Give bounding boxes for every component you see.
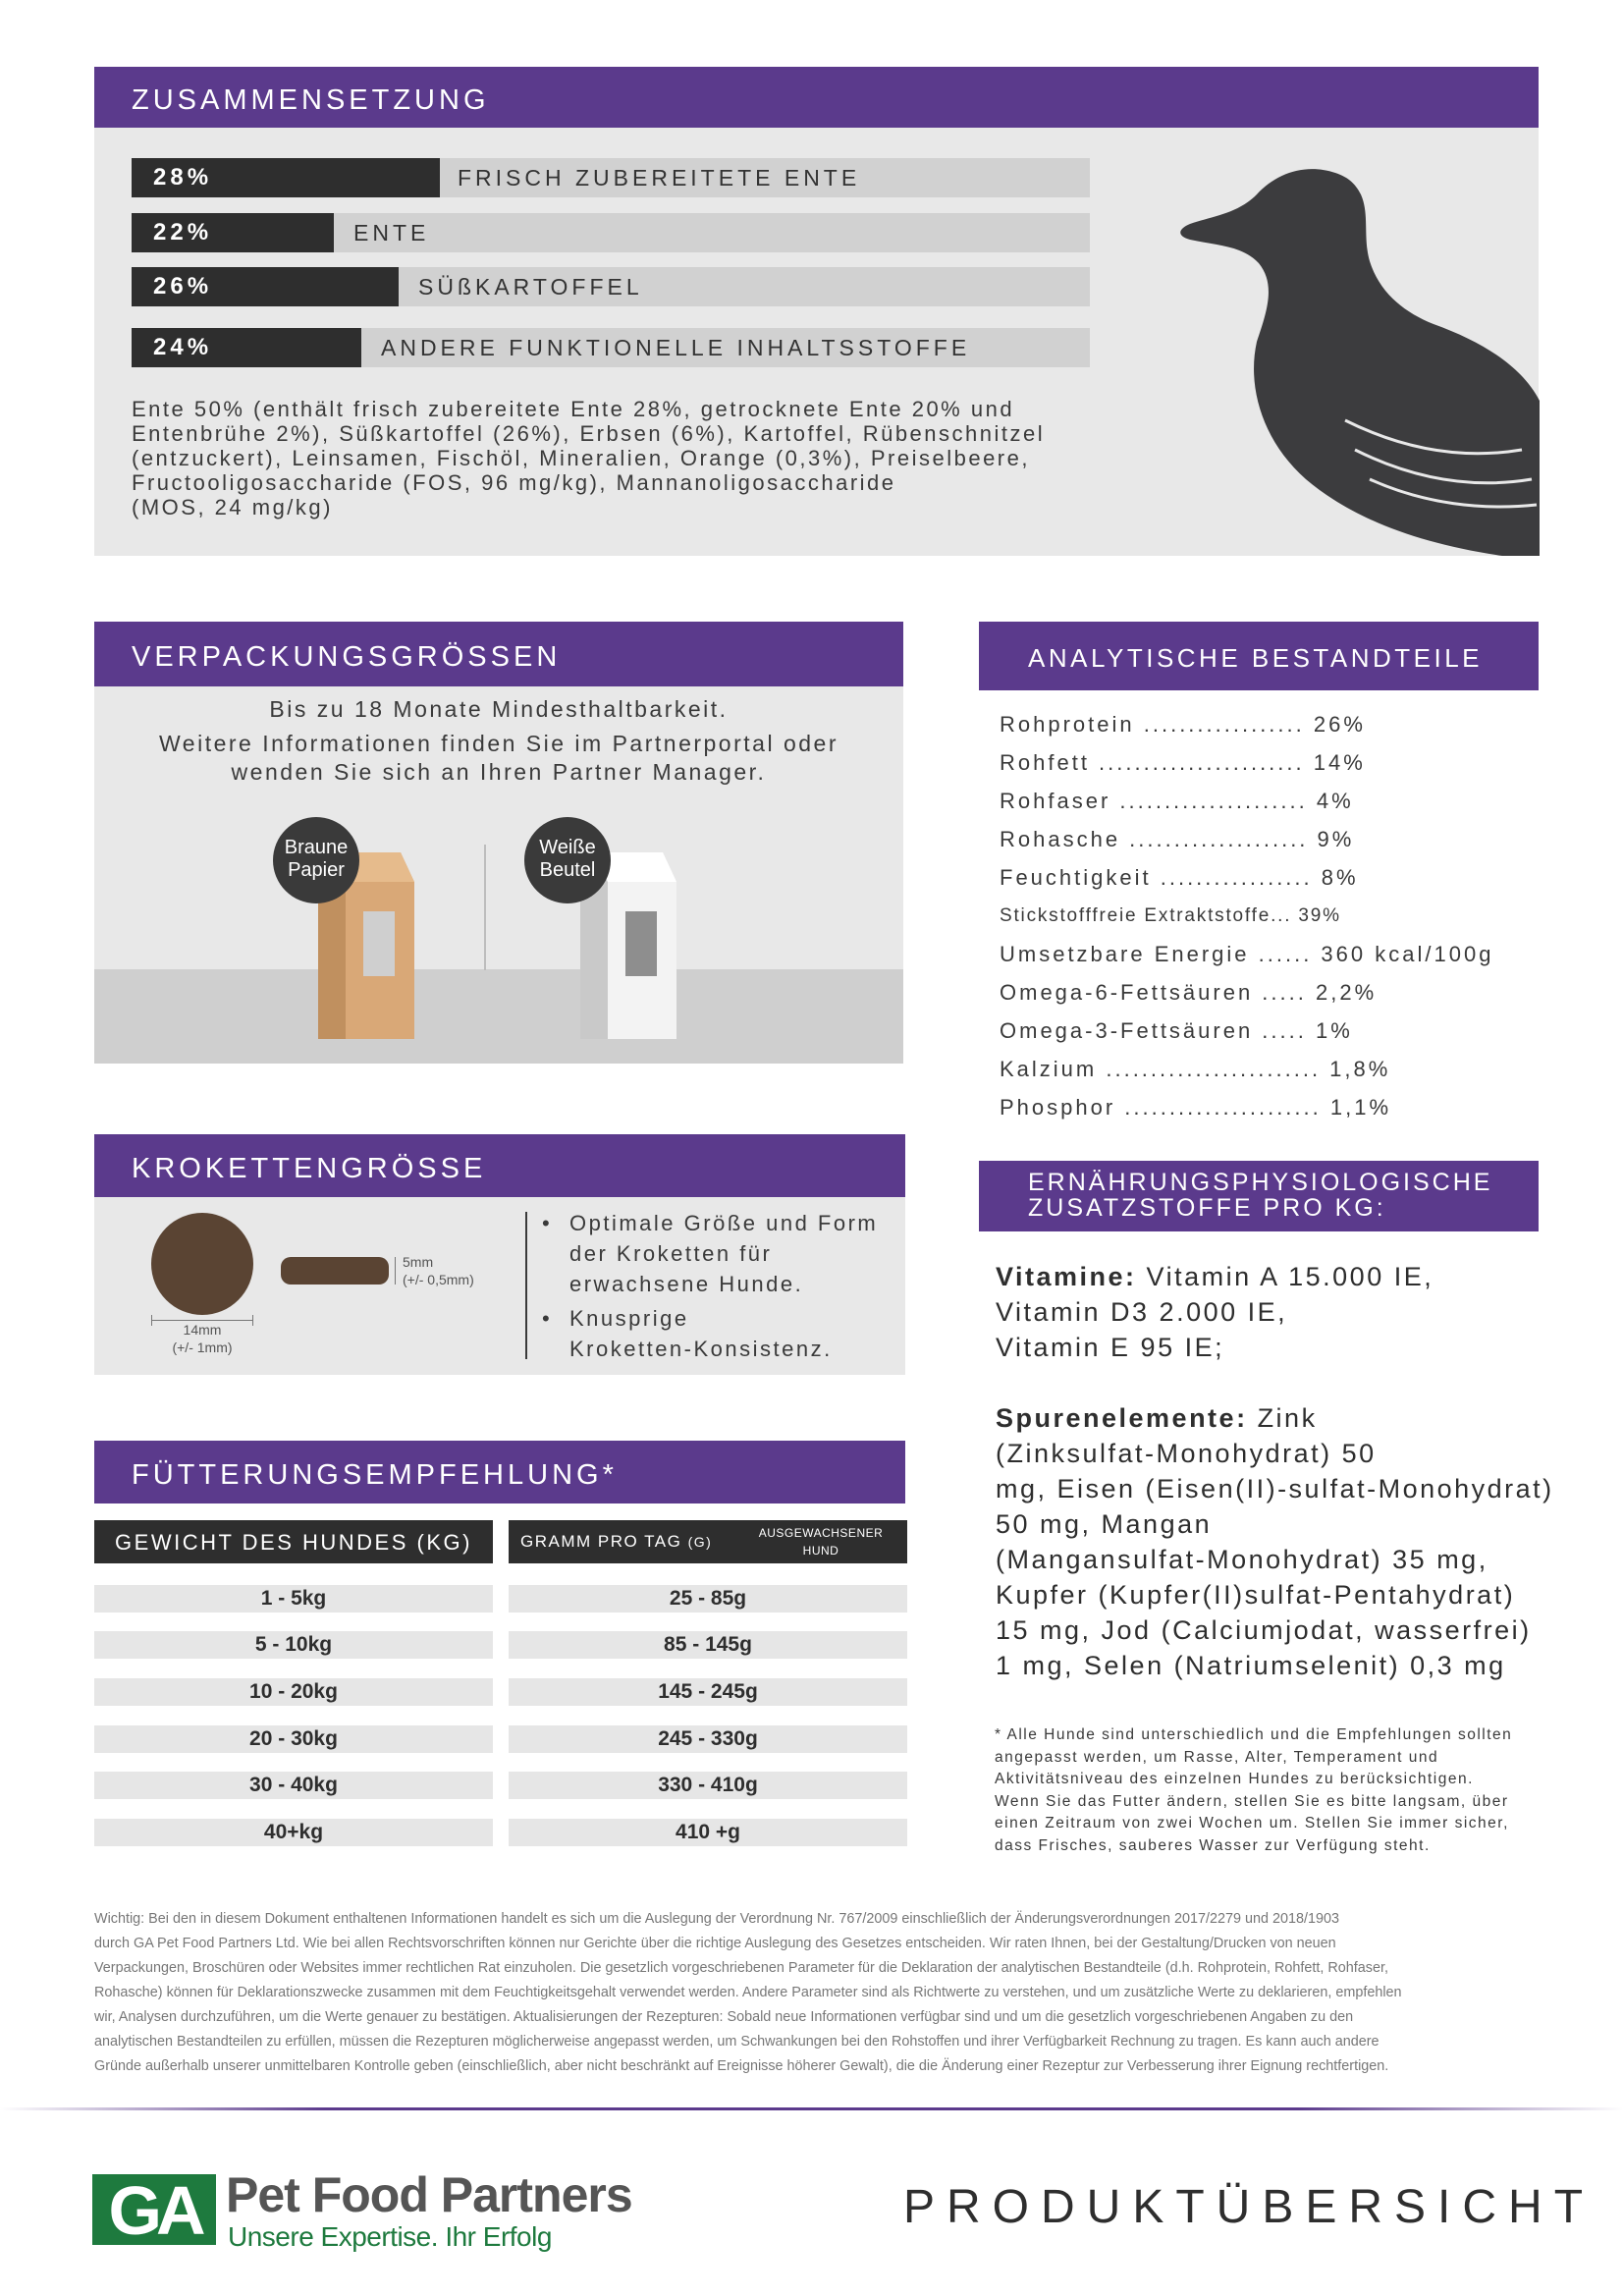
ingredient-percent: 22% (132, 213, 334, 252)
kibble-thickness: 5mm (+/- 0,5mm) (403, 1254, 474, 1287)
feeding-footnote: * Alle Hunde sind unterschiedlich und die Empfehlungen sollten angepasst werden, um Rasse, Alter, Temperament und Aktivitätsniveau des einzelnen Hundes zu berücksichtigen. Wenn Sie das Futter ändern, stellen Sie es bitte langsam, über einen Zeitraum von zwei Wochen um. Stellen Sie immer sicher, dass Frisches, sauberes Wasser zur Verfügung steht. (995, 1726, 1513, 1854)
ingredient-row (132, 158, 1090, 197)
kibble-diameter: 14mm (+/- 1mm) (172, 1322, 233, 1355)
feeding-title: FÜTTERUNGSEMPFEHLUNG* (94, 1441, 905, 1503)
feeding-grams-cell: 145 - 245g (509, 1678, 907, 1706)
analytical-row: Rohfaser ..................... 4% (1000, 789, 1354, 813)
ingredient-row (132, 328, 1090, 367)
ingredient-name: ANDERE FUNKTIONELLE INHALTSSTOFFE (381, 335, 971, 360)
feeding-weight-cell: 5 - 10kg (94, 1631, 493, 1659)
analytical-row: Phosphor ...................... 1,1% (1000, 1095, 1392, 1120)
feeding-grams-cell: 245 - 330g (509, 1725, 907, 1753)
disclaimer: Wichtig: Bei den in diesem Dokument enthaltenen Informationen handelt es sich um die Auslegung der Verordnung Nr. 767/2009 einschließlich der Änderungsverordnungen 2017/2279 und 2018/1903 durch GA Pet Food Partners Ltd. Wie bei allen Rechtsvorschriften können nur Gerichte über die richtige Auslegung des Gesetzes entscheiden. Wir raten Ihnen, bei der Gestaltung/Drucken von neuen Verpackungen, Broschüren oder Websites immer rechtlichen Rat einzuholen. Die gesetzlich vorgeschriebenen Parameter für die Deklaration der analytischen Bestandteile (d.h. Rohprotein, Rohfett, Rohfaser, Rohasche) können für Deklarationszwecke zusammen mit dem Feuchtigkeitsgehalt verwendet werden. Andere Parameter sind als Richtwerte zu verstehen, und um zusätzliche Werte zu deklarieren, empfehlen wir, Analysen durchzuführen, um die Werte genauer zu bestätigen. Aktualisierungen der Rezepturen: Sobald neue Informationen verfügbar sind und um die gesetzlich vorgeschriebenen Angaben zu den analytischen Bestandteilen zu erfüllen, müssen die Rezepturen möglicherweise angepasst werden, um Schwankungen bei den Rohstoffen und ihrer Verfügbarkeit Rechnung zu tragen. Es kann auch andere Gründe außerhalb unserer unmittelbaren Kontrolle geben (einschließlich, aber nicht beschränkt auf Ereignisse höherer Gewalt), die die Änderung einer Rezeptur zur Verbesserung ihrer Eignung rechtfertigen. (94, 1911, 1402, 2074)
ingredient-name: FRISCH ZUBEREITETE ENTE (458, 165, 861, 191)
packaging-title: VERPACKUNGSGRÖSSEN (94, 622, 903, 686)
ingredient-name: SÜßKARTOFFEL (418, 274, 643, 300)
feeding-header-weight: GEWICHT DES HUNDES (KG) (94, 1520, 493, 1563)
analytical-title: ANALYTISCHE BESTANDTEILE (979, 622, 1539, 690)
analytical-row: Rohasche .................... 9% (1000, 827, 1355, 851)
ga-logo: GA (92, 2174, 216, 2245)
kibble-round-icon (151, 1213, 253, 1315)
brand-tagline: Unsere Expertise. Ihr Erfolg (228, 2221, 552, 2252)
composition-title: ZUSAMMENSETZUNG (94, 67, 1539, 128)
additives-title: ERNÄHRUNGSPHYSIOLOGISCHE ZUSATZSTOFFE PRO KG: (979, 1161, 1539, 1231)
analytical-row: Feuchtigkeit ................. 8% (1000, 865, 1359, 890)
ingredient-name: ENTE (353, 220, 430, 246)
analytical-row: Umsetzbare Energie ...... 360 kcal/100g (1000, 942, 1494, 966)
brand-name: Pet Food Partners (226, 2167, 632, 2222)
feeding-weight-cell: 40+kg (94, 1819, 493, 1846)
composition-text: Ente 50% (enthält frisch zubereitete Ente 28%, getrocknete Ente 20% und Entenbrühe 2%), Süßkartoffel (26%), Erbsen (6%), Kartoffel, Rübenschnitzel (entzuckert), Leinsamen, Fischöl, Mineralien, Orange (0,3%), Preiselbeere, Fructooligosaccharide (FOS, 96 mg/kg), Mannanoligosaccharide (MOS, 24 mg/kg) (132, 397, 1046, 519)
analytical-row: Rohfett ....................... 14% (1000, 750, 1366, 775)
analytical-row: Omega-6-Fettsäuren ..... 2,2% (1000, 980, 1378, 1005)
footer-divider (0, 2107, 1623, 2110)
document-title: PRODUKTÜBERSICHT (903, 2181, 1596, 2233)
paper-bag-badge: Braune Papier (273, 817, 359, 903)
ingredient-percent: 24% (132, 328, 361, 367)
white-bag-badge: Weiße Beutel (524, 817, 611, 903)
analytical-row: Omega-3-Fettsäuren ..... 1% (1000, 1018, 1353, 1043)
duck-icon (1168, 155, 1540, 556)
feeding-weight-cell: 1 - 5kg (94, 1585, 493, 1613)
ingredient-percent: 28% (132, 158, 440, 197)
additives-text: Vitamine: Vitamin A 15.000 IE, Vitamin D3 2.000 IE, Vitamin E 95 IE; Spurenelemente: Zink (Zinksulfat-Monohydrat) 50 mg, Eisen (Eisen(II)-sulfat-Monohydrat) 50 mg, Mangan (Mangansulfat-Monohydrat) 35 mg, Kupfer (Kupfer(II)sulfat-Pentahydrat) 15 mg, Jod (Calciumjodat, wasserfrei) 1 mg, Selen (Natriumselenit) 0,3 mg (996, 1262, 1554, 1680)
feeding-weight-cell: 30 - 40kg (94, 1772, 493, 1799)
packaging-floor (94, 969, 903, 1064)
kibble-title: KROKETTENGRÖSSE (94, 1134, 905, 1197)
feeding-grams-cell: 85 - 145g (509, 1631, 907, 1659)
analytical-row: Rohprotein .................. 26% (1000, 712, 1366, 737)
feeding-grams-cell: 25 - 85g (509, 1585, 907, 1613)
feeding-grams-cell: 330 - 410g (509, 1772, 907, 1799)
analytical-row: Stickstofffreie Extraktstoffe... 39% (1000, 905, 1341, 926)
ingredient-row (132, 267, 1090, 306)
analytical-row: Kalzium ........................ 1,8% (1000, 1057, 1391, 1081)
packaging-text: Bis zu 18 Monate Mindesthaltbarkeit. Weitere Informationen finden Sie im Partnerportal oder wenden Sie sich an Ihren Partner Manager. (159, 696, 839, 785)
kibble-side-icon (281, 1257, 389, 1285)
kibble-bullets: • Optimale Größe und Form der Kroketten für erwachsene Hunde. • Knusprige Kroketten-Konsistenz. (542, 1211, 879, 1361)
feeding-header-grams: GRAMM PRO TAG (G) AUSGEWACHSENER HUND (509, 1520, 907, 1563)
ingredient-percent: 26% (132, 267, 399, 306)
feeding-weight-cell: 20 - 30kg (94, 1725, 493, 1753)
feeding-weight-cell: 10 - 20kg (94, 1678, 493, 1706)
ingredient-row (132, 213, 1090, 252)
feeding-grams-cell: 410 +g (509, 1819, 907, 1846)
